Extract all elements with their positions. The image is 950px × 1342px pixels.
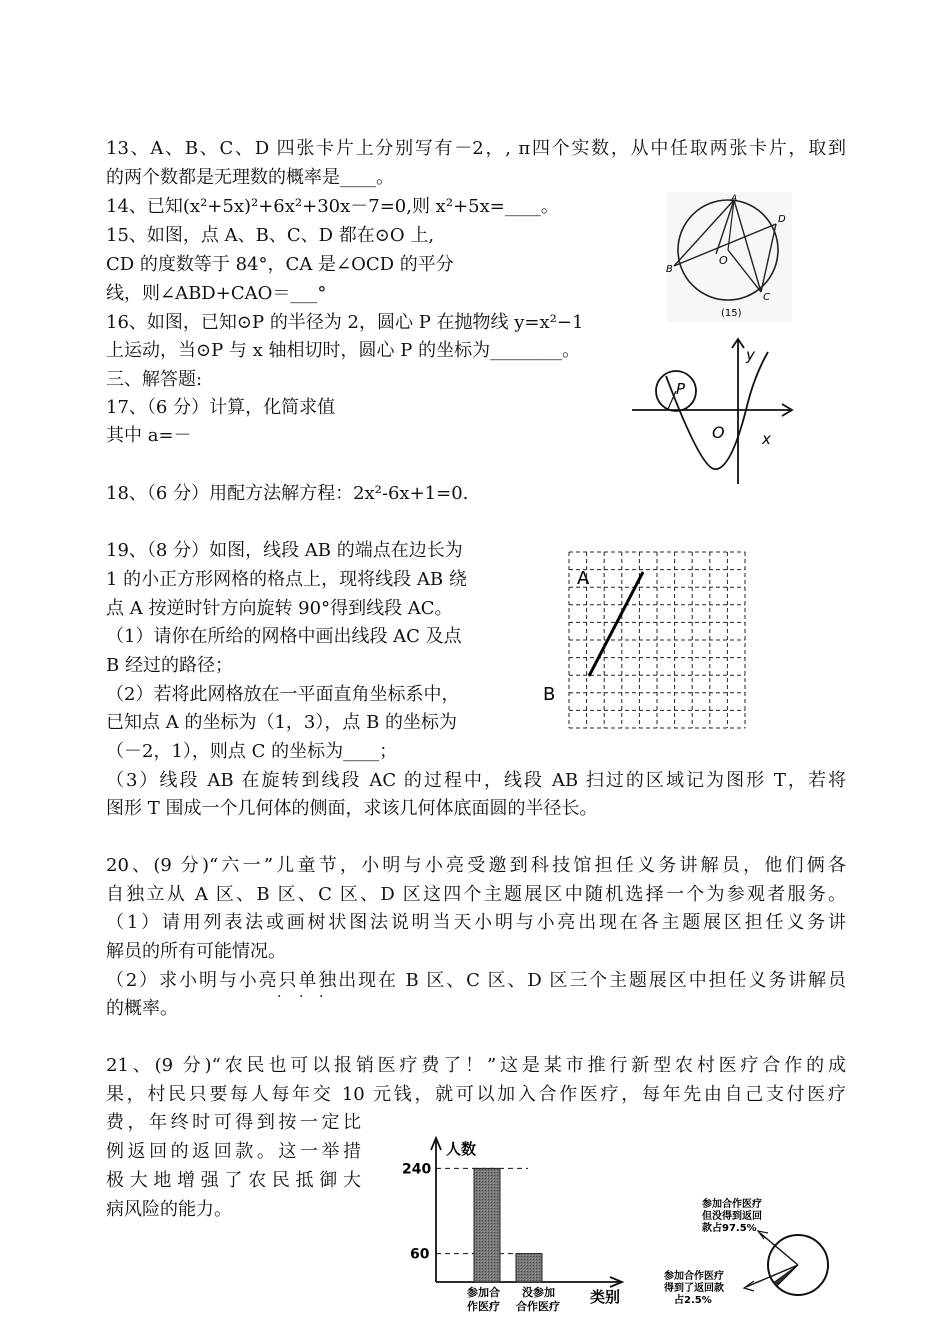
label-b: B bbox=[666, 264, 673, 275]
label-x: x bbox=[762, 430, 771, 448]
q21-line-2: 果，村民只要每人每年交 10 元钱，就可以加入合作医疗，每年先由自己支付医疗 bbox=[106, 1084, 846, 1105]
q15-line-2: CD 的度数等于 84°，CA 是∠OCD 的平分 bbox=[106, 254, 454, 275]
q17-line-2: 其中 a=－ bbox=[106, 425, 192, 446]
q20-line-6: 的概率。 bbox=[106, 998, 178, 1019]
q19-line-6: （2）若将此网格放在一平面直角坐标系中， bbox=[106, 684, 460, 705]
q19-line-10: 图形 T 围成一个几何体的侧面，求该几何体底面圆的半径长。 bbox=[106, 798, 598, 819]
section-3-heading: 三、解答题: bbox=[106, 369, 203, 390]
category-label-1b: 作医疗 bbox=[467, 1300, 500, 1313]
q21-line-4: 例返回的返回款。这一举措 bbox=[106, 1141, 361, 1162]
q20-line-1: 20、(9 分)“六一”儿童节，小明与小亮受邀到科技馆担任义务讲解员，他们俩各 bbox=[106, 855, 846, 876]
figure-21-pie-chart bbox=[650, 1195, 850, 1315]
q19-line-3: 点 A 按逆时针方向旋转 90°得到线段 AC。 bbox=[106, 598, 453, 619]
pie-label-1-line-3: 款占97.5% bbox=[702, 1223, 757, 1234]
emphasis-dot: · bbox=[277, 989, 282, 1005]
pie-label-1-line-2: 但没得到返回 bbox=[702, 1211, 762, 1222]
tick-label-240: 240 bbox=[402, 1161, 432, 1178]
category-label-2a: 没参加 bbox=[522, 1286, 555, 1299]
q21-line-6: 病风险的能力。 bbox=[106, 1199, 232, 1220]
label-a: A bbox=[577, 568, 590, 589]
chart-y-label: 人数 bbox=[446, 1140, 477, 1158]
q18-line-1: 18、（6 分）用配方法解方程：2x²-6x+1=0. bbox=[106, 483, 469, 504]
category-label-1a: 参加合 bbox=[467, 1286, 500, 1299]
emphasis-dot: · bbox=[299, 989, 304, 1005]
figure-caption: (15) bbox=[721, 308, 742, 319]
pie-label-2-line-1: 参加合作医疗 bbox=[664, 1271, 724, 1282]
label-c: C bbox=[763, 292, 770, 303]
q19-line-7: 已知点 A 的坐标为（1，3），点 B 的坐标为 bbox=[106, 712, 458, 733]
q21-line-1: 21、(9 分)“农民也可以报销医疗费了！”这是某市推行新型农村医疗合作的成 bbox=[106, 1055, 846, 1076]
label-d: D bbox=[778, 214, 786, 225]
q20-line-4: 解员的所有可能情况。 bbox=[106, 941, 286, 962]
chart-x-label: 类别 bbox=[590, 1288, 621, 1306]
q15-line-3: 线，则∠ABD+CAO＝___° bbox=[106, 283, 327, 304]
bar-joined bbox=[474, 1168, 500, 1282]
q19-line-5: B 经过的路径； bbox=[106, 655, 233, 676]
q19-line-2: 1 的小正方形网格的格点上，现将线段 AB 绕 bbox=[106, 569, 467, 590]
bar-not-joined bbox=[516, 1254, 542, 1282]
figure-21-bar-chart bbox=[398, 1130, 630, 1318]
pie-label-2-line-3: 占2.5% bbox=[674, 1295, 712, 1306]
label-o: O bbox=[719, 254, 728, 267]
figure-19-grid bbox=[543, 546, 749, 742]
pie-label-2-line-2: 得到了返回款 bbox=[664, 1283, 724, 1294]
emphasis-dot: · bbox=[319, 989, 324, 1005]
q19-line-1: 19、（8 分）如图，线段 AB 的端点在边长为 bbox=[106, 540, 463, 561]
q20-line-3: （1）请用列表法或画树状图法说明当天小明与小亮出现在各主题展区担任义务讲 bbox=[106, 912, 846, 933]
q21-line-5: 极大地增强了农民抵御大 bbox=[106, 1170, 361, 1191]
q15-line-1: 15、如图，点 A、B、C、D 都在⊙O 上, bbox=[106, 225, 435, 246]
label-a: A bbox=[731, 194, 738, 204]
q21-line-3: 费，年终时可得到按一定比 bbox=[106, 1112, 361, 1133]
q19-line-4: （1）请你在所给的网格中画出线段 AC 及点 bbox=[106, 626, 462, 647]
figure-15-circle bbox=[666, 192, 792, 322]
label-p: P bbox=[676, 380, 686, 398]
q20-line-2: 自独立从 A 区、B 区、C 区、D 区这四个主题展区中随机选择一个为参观者服务。 bbox=[106, 884, 846, 905]
pie-slice-2-5-percent bbox=[774, 1265, 798, 1286]
q14-line-1: 14、已知(x²+5x)²+6x²+30x－7=0,则 x²+5x=____。 bbox=[106, 196, 559, 217]
q13-line-1: 13、A、B、C、D 四张卡片上分别写有－2，, π四个实数，从中任取两张卡片，取到 bbox=[106, 138, 846, 159]
label-b: B bbox=[543, 684, 556, 705]
label-o: O bbox=[712, 423, 725, 442]
q17-line-1: 17、（6 分）计算，化简求值 bbox=[106, 397, 336, 418]
q13-line-2: 的两个数都是无理数的概率是____。 bbox=[106, 167, 394, 188]
label-y: y bbox=[746, 346, 755, 364]
q16-line-1: 16、如图，已知⊙P 的半径为 2，圆心 P 在抛物线 y=x²−1 bbox=[106, 312, 584, 333]
tick-label-60: 60 bbox=[410, 1246, 430, 1263]
q19-line-8: （－2，1），则点 C 的坐标为____； bbox=[106, 741, 398, 762]
figure-16-parabola bbox=[628, 336, 796, 486]
pie-label-1-line-1: 参加合作医疗 bbox=[702, 1199, 762, 1210]
q16-line-2: 上运动，当⊙P 与 x 轴相切时，圆心 P 的坐标为________。 bbox=[106, 340, 581, 361]
category-label-2b: 合作医疗 bbox=[516, 1300, 560, 1313]
q20-line-5: （2）求小明与小亮只单独出现在 B 区、C 区、D 区三个主题展区中担任义务讲解员 bbox=[106, 970, 846, 991]
q19-line-9: （3）线段 AB 在旋转到线段 AC 的过程中，线段 AB 扫过的区域记为图形 T，若将 bbox=[106, 770, 846, 791]
